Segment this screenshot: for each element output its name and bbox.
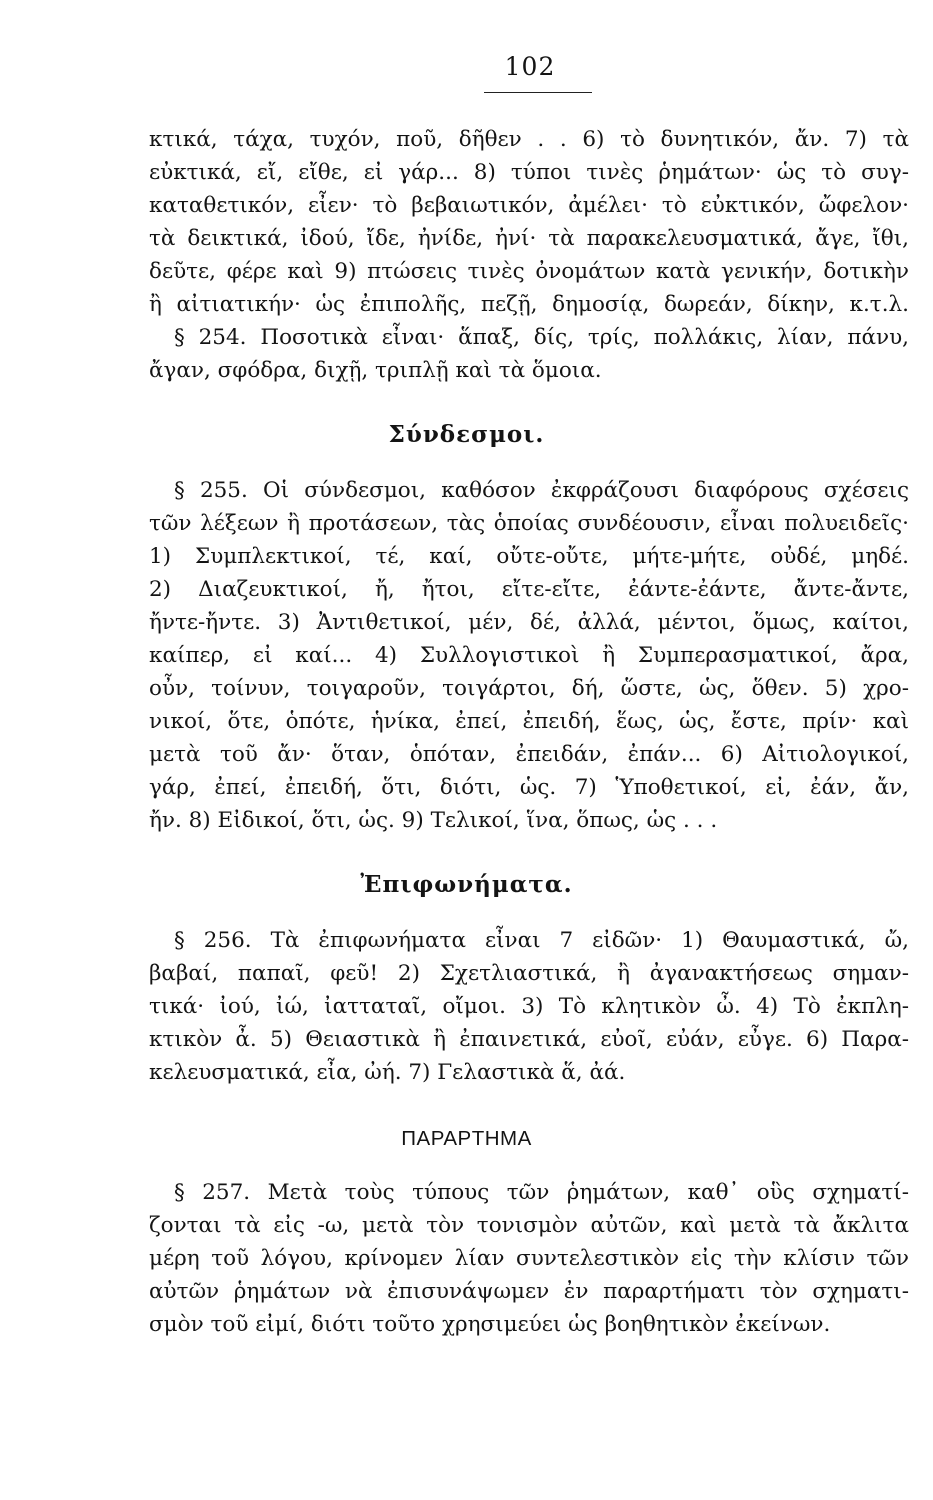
page-number: 102: [504, 52, 556, 81]
text-line: σμὸν τοῦ εἰμί, διότι τοῦτο χρησιμεύει ὡς βοηθητικὸν ἐκείνων.: [149, 1312, 831, 1337]
text-line: βαβαί, παπαῖ, φεῦ! 2) Σχετλιαστικά, ἢ ἀγανακτήσεως σημαν-: [149, 961, 909, 986]
text-line: γάρ, ἐπεί, ἐπειδή, ὅτι, διότι, ὡς. 7) Ὑποθετικοί, εἰ, ἐάν, ἄν,: [149, 775, 909, 800]
text-line: 2) Διαζευκτικοί, ἤ, ἤτοι, εἴτε-εἴτε, ἐάντε-ἐάντε, ἄντε-ἄντε,: [149, 577, 909, 602]
text-line: κτικὸν ἆ. 5) Θειαστικὰ ἢ ἐπαινετικά, εὐοῖ, εὐάν, εὖγε. 6) Παρα-: [149, 1027, 909, 1052]
text-line: δεῦτε, φέρε καὶ 9) πτώσεις τινὲς ὀνομάτων κατὰ γενικήν, δοτικὴν: [149, 259, 909, 284]
text-line: καίπερ, εἰ καί... 4) Συλλογιστικοὶ ἢ Συμπερασματικοί, ἄρα,: [149, 643, 909, 668]
text-line: τὰ δεικτικά, ἰδού, ἴδε, ἠνίδε, ἠνί· τὰ παρακελευσματικά, ἄγε, ἴθι,: [149, 226, 909, 251]
header-rule: [484, 92, 592, 93]
text-line: κτικά, τάχα, τυχόν, ποῦ, δῆθεν . . 6) τὸ δυνητικόν, ἄν. 7) τὰ: [149, 127, 909, 152]
section-256-line: § 256. Τὰ ἐπιφωνήματα εἶναι 7 εἰδῶν· 1) Θαυμαστικά, ὤ,: [174, 928, 909, 953]
section-257-line: § 257. Μετὰ τοὺς τύπους τῶν ῥημάτων, καθ᾽ οὓς σχηματί-: [174, 1180, 909, 1205]
section-255-line: § 255. Οἱ σύνδεσμοι, καθόσον ἐκφράζουσι διαφόρους σχέσεις: [174, 478, 909, 503]
text-line: ἤν. 8) Εἰδικοί, ὅτι, ὡς. 9) Τελικοί, ἵνα, ὅπως, ὡς . . .: [149, 808, 718, 833]
text-line: ἢ αἰτιατικήν· ὡς ἐπιπολῆς, πεζῇ, δημοσίᾳ, δωρεάν, δίκην, κ.τ.λ.: [149, 292, 909, 317]
text-line: νικοί, ὅτε, ὁπότε, ἡνίκα, ἐπεί, ἐπειδή, ἕως, ὡς, ἔστε, πρίν· καὶ: [149, 709, 909, 734]
heading-interjections: Ἐπιφωνήματα.: [360, 871, 573, 898]
text-line: τῶν λέξεων ἢ προτάσεων, τὰς ὁποίας συνδέουσιν, εἶναι πολυειδεῖς·: [149, 511, 909, 536]
text-line: τικά· ἰού, ἰώ, ἰατταταῖ, οἴμοι. 3) Τὸ κλητικὸν ὦ. 4) Τὸ ἐκπλη-: [149, 994, 909, 1019]
text-line: κελευσματικά, εἶα, ὠή. 7) Γελαστικὰ ἅ, ἀά.: [149, 1060, 626, 1085]
text-line: καταθετικόν, εἶεν· τὸ βεβαιωτικόν, ἀμέλει· τὸ εὐκτικόν, ὤφελον·: [149, 193, 909, 218]
text-line: εὐκτικά, εἴ, εἴθε, εἰ γάρ... 8) τύποι τινὲς ῥημάτων· ὡς τὸ συγ-: [149, 160, 909, 185]
text-line: 1) Συμπλεκτικοί, τέ, καί, οὔτε-οὔτε, μήτε-μήτε, οὐδέ, μηδέ.: [149, 544, 909, 569]
text-line: μετὰ τοῦ ἄν· ὅταν, ὁπόταν, ἐπειδάν, ἐπάν... 6) Αἰτιολογικοί,: [149, 742, 909, 767]
text-line: ἄγαν, σφόδρα, διχῇ, τριπλῇ καὶ τὰ ὅμοια.: [149, 358, 602, 383]
text-line: αὐτῶν ῥημάτων νὰ ἐπισυνάψωμεν ἐν παραρτήματι τὸν σχηματι-: [149, 1279, 909, 1304]
heading-conjunctions: Σύνδεσμοι.: [388, 421, 545, 448]
text-line: ζονται τὰ εἰς -ω, μετὰ τὸν τονισμὸν αὐτῶν, καὶ μετὰ τὰ ἄκλιτα: [149, 1213, 909, 1238]
text-line: μέρη τοῦ λόγου, κρίνομεν λίαν συντελεστικὸν εἰς τὴν κλίσιν τῶν: [149, 1246, 909, 1271]
heading-appendix: ΠΑΡΑΡΤΗΜΑ: [401, 1127, 532, 1150]
text-line: ἤντε-ἤντε. 3) Ἀντιθετικοί, μέν, δέ, ἀλλά, μέντοι, ὅμως, καίτοι,: [149, 610, 909, 635]
section-254-line: § 254. Ποσοτικὰ εἶναι· ἅπαξ, δίς, τρίς, πολλάκις, λίαν, πάνυ,: [174, 325, 909, 350]
text-line: οὖν, τοίνυν, τοιγαροῦν, τοιγάρτοι, δή, ὥστε, ὡς, ὅθεν. 5) χρο-: [149, 676, 909, 701]
